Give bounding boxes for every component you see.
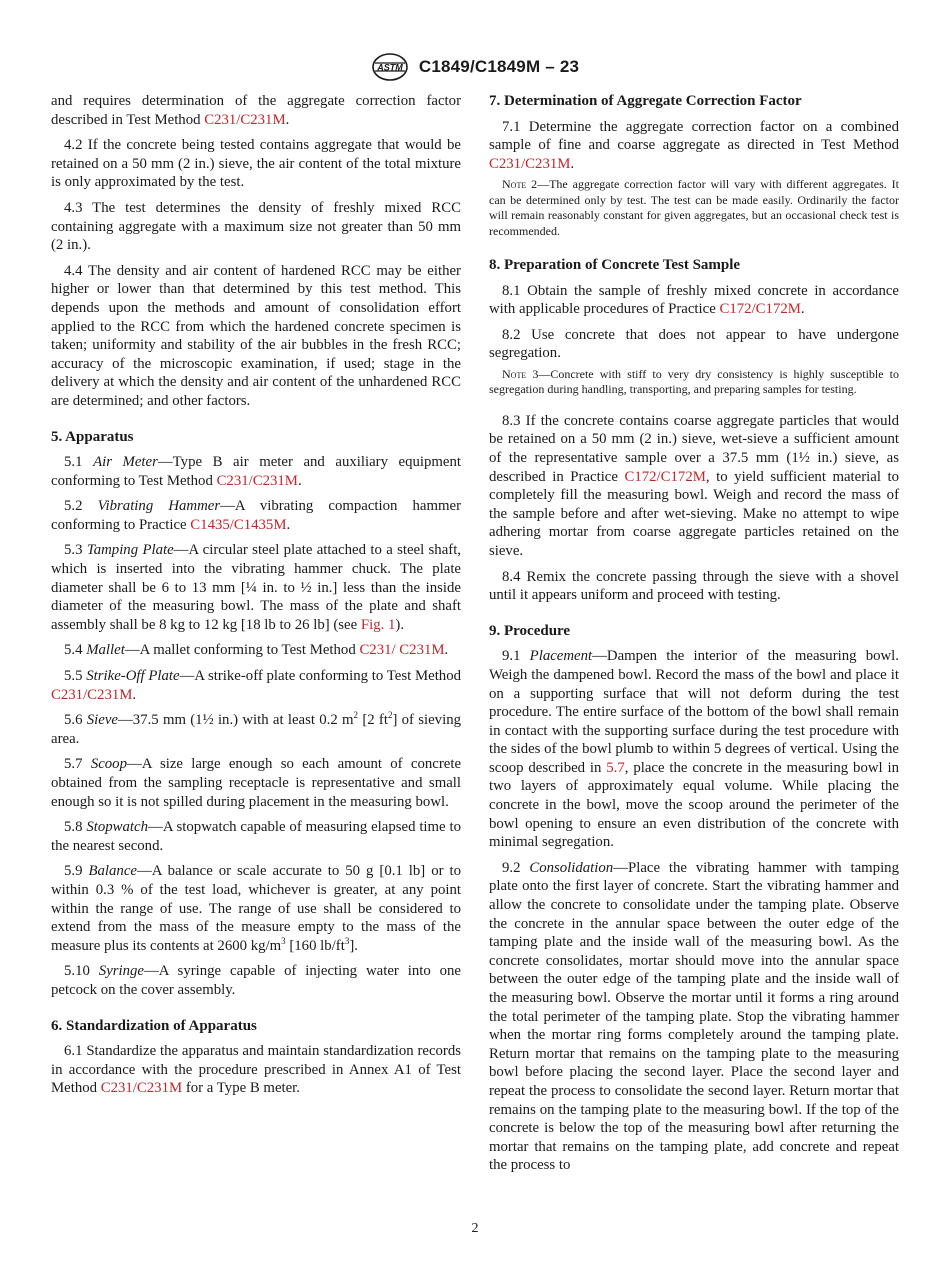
paragraph-8-4: 8.4 Remix the concrete passing through the sieve with a shovel until it appears uniform and proceed with testing. bbox=[489, 568, 899, 604]
paragraph-5-5: 5.5 Strike-Off Plate—A strike-off plate conforming to Test Method C231/C231M. bbox=[51, 668, 462, 703]
section-link[interactable]: 5.7 bbox=[606, 759, 625, 776]
paragraph-8-2: 8.2 Use concrete that does not appear to have undergone segregation. bbox=[489, 326, 899, 362]
reference-link[interactable]: C1435/C1435M bbox=[190, 516, 287, 533]
paragraph-5-8: 5.8 Stopwatch—A stopwatch capable of measuring elapsed time to the nearest second. bbox=[51, 819, 461, 854]
reference-link[interactable]: C172/C172M bbox=[624, 468, 706, 485]
section-heading-7: 7. Determination of Aggregate Correction Factor bbox=[489, 93, 802, 109]
paragraph-4-1-continued: and requires determination of the aggregate correction factor described in Test Method C231/C231M. bbox=[51, 93, 461, 128]
paragraph-5-2: 5.2 Vibrating Hammer—A vibrating compaction hammer conforming to Practice C1435/C1435M. bbox=[51, 498, 461, 533]
page-header bbox=[0, 52, 950, 82]
reference-link[interactable]: C231/C231M bbox=[204, 111, 286, 128]
paragraph-5-9: 5.9 Balance—A balance or scale accurate to 50 g [0.1 lb] or to within 0.3 % of the test load, whichever is greater, at any point within the range of use. The range of use shall be considered to extend from the mass of the measure empty to the mass of the measure plus its contents at 2600 $kg/m^3$ [160 $lb/ft^3$]. bbox=[51, 863, 461, 954]
paragraph-7-1: 7.1 Determine the aggregate correction factor on a combined sample of fine and coarse aggregate as directed in Test Method C231/C231M. bbox=[489, 118, 899, 172]
reference-link[interactable]: C172/C172M bbox=[719, 301, 801, 318]
standard-designation: C1849/C1849M – 23 bbox=[418, 57, 580, 76]
paragraph-5-6: 5.6 Sieve—37.5 mm (1½ in.) with at least 0.2 $m^2$ [2 $ft^2$] of sieving area. bbox=[51, 710, 461, 747]
paragraph-8-1: 8.1 Obtain the sample of freshly mixed concrete in accordance with applicable procedures of Practice C172/C172M. bbox=[489, 282, 899, 318]
paragraph-6-1: 6.1 Standardize the apparatus and maintain standardization records in accordance with the procedure prescribed in Annex A1 of Test Method C231/C231M for a Type B meter. bbox=[51, 1043, 461, 1097]
astm-logo-icon bbox=[371, 52, 409, 82]
note-3: Note 3—Concrete with stiff to very dry consistency is highly susceptible to segregation during handling, transporting, and preparing samples for testing. bbox=[489, 366, 899, 397]
paragraph-5-4: 5.4 Mallet—A mallet conforming to Test Method C231/ C231M. bbox=[64, 642, 449, 659]
right-column bbox=[489, 92, 899, 1182]
section-heading-8: 8. Preparation of Concrete Test Sample bbox=[489, 257, 741, 273]
paragraph-9-1: 9.1 Placement—Dampen the interior of the measuring bowl. Weigh the dampened bowl. Record the mass of the bowl and place it on a supporting surface that will not deform during the test procedure. The entire surface of the bottom of the bowl shall remain in contact with the supporting surface during the test procedure with the sides of the bowl plumb to within 5 degrees of vertical. Using the scoop described in 5.7, place the concrete in the measuring bowl in two layers of approximately equal volume. While placing the concrete in the bowl, move the scoop around the perimeter of the bowl opening to ensure an even distribution of the concrete with minimal segregation. bbox=[489, 648, 900, 851]
reference-link[interactable]: C231/ C231M bbox=[359, 642, 445, 659]
section-heading-6: 6. Standardization of Apparatus bbox=[51, 1017, 257, 1034]
page-number: 2 bbox=[471, 1221, 479, 1236]
paragraph-5-3: 5.3 Tamping Plate—A circular steel plate attached to a steel shaft, which is inserted into the vibrating hammer chuck. The plate diameter shall be 6 to 13 mm [¼ in. to ½ in.] less than the inside diameter of the measuring bowl. The mass of the plate and shaft assembly shall be 8 kg to 12 kg [18 lb to 26 lb] (see Fig. 1). bbox=[51, 542, 462, 633]
paragraph-4-4: 4.4 The density and air content of hardened RCC may be either higher or lower than that determined by this test method. This depends upon the methods and amount of consolidation effort applied to the RCC from which the hardened concrete specimen is taken; uniformity and stability of the air bubbles in the fresh RCC; accuracy of the microscopic examination, if used; stage in the delivery at which the density and air content of the unhardened RCC are determined; and other factors. bbox=[51, 262, 461, 409]
paragraph-5-10: 5.10 Syringe—A syringe capable of injecting water into one petcock on the cover assembly. bbox=[51, 963, 461, 998]
section-heading-9: 9. Procedure bbox=[489, 622, 571, 639]
svg-text:ASTM: ASTM bbox=[377, 62, 403, 73]
note-2: Note 2—The aggregate correction factor will vary with different aggregates. It can be determined only by test. The test can be made easily. Ordinarily the factor will remain reasonably constant for given aggregates, but an occasional check test is recommended. bbox=[489, 177, 899, 238]
paragraph-4-2: 4.2 If the concrete being tested contains aggregate that would be retained on a 50 mm (2 in.) sieve, the air content of the total mixture is only approximated by the test. bbox=[51, 137, 461, 191]
reference-link[interactable]: C231/C231M bbox=[100, 1080, 183, 1097]
paragraph-5-1: 5.1 Air Meter—Type B air meter and auxiliary equipment conforming to Test Method C231/C231M. bbox=[51, 454, 461, 489]
figure-link[interactable]: Fig. 1 bbox=[360, 616, 396, 633]
reference-link[interactable]: C231/C231M bbox=[51, 686, 133, 703]
section-heading-5: 5. Apparatus bbox=[51, 428, 134, 445]
paragraph-4-3: 4.3 The test determines the density of freshly mixed RCC containing aggregate with a maximum size not greater than 50 mm (2 in.). bbox=[51, 199, 461, 254]
paragraph-5-7: 5.7 Scoop—A size large enough so each amount of concrete obtained from the sampling receptacle is representative and small enough so it is not spilled during placement in the measuring bowl. bbox=[51, 756, 462, 810]
paragraph-8-3: 8.3 If the concrete contains coarse aggregate particles that would be retained on a 50 mm (2 in.) sieve, wet-sieve a sufficient amount of the representative sample over a 37.5 mm (1½ in.) sieve, as described in Practice C172/C172M, to yield sufficient material to completely fill the measuring bowl. Weigh and record the mass of the sample before and after wet-sieving. Make no attempt to wipe adhering mortar from coarse aggregate particles retained on the sieve. bbox=[489, 412, 899, 559]
paragraph-9-2: 9.2 Consolidation—Place the vibrating hammer with tamping plate onto the first layer of concrete. Start the vibrating hammer and allow the concrete to consolidate under the tamping plate. Observe the concrete in the annular space between the outer edge of the tamping plate and the inside wall of the measuring bowl. As the concrete consolidates, mortar should move into the annular space between the outer edge of the tamping plate and the inside wall of the measuring bowl. Observe the mortar until it forms a ring around the total perimeter of the tamping plate. Stop the vibrating hammer when the mortar ring forms completely around the tamping plate. Return mortar that remains on the tamping plate to the measuring bowl before placing the second layer. Place the second layer and repeat the process to consolidate the second layer. Return mortar that remains on the tamping plate to the measuring bowl. If the top of the concrete is below the top of the measuring bowl after returning the mortar that remains on the tamping plate, add concrete and repeat the process to bbox=[489, 859, 899, 1174]
left-column bbox=[51, 92, 461, 1105]
reference-link[interactable]: C231/C231M bbox=[489, 155, 571, 172]
reference-link[interactable]: C231/C231M bbox=[216, 472, 298, 489]
